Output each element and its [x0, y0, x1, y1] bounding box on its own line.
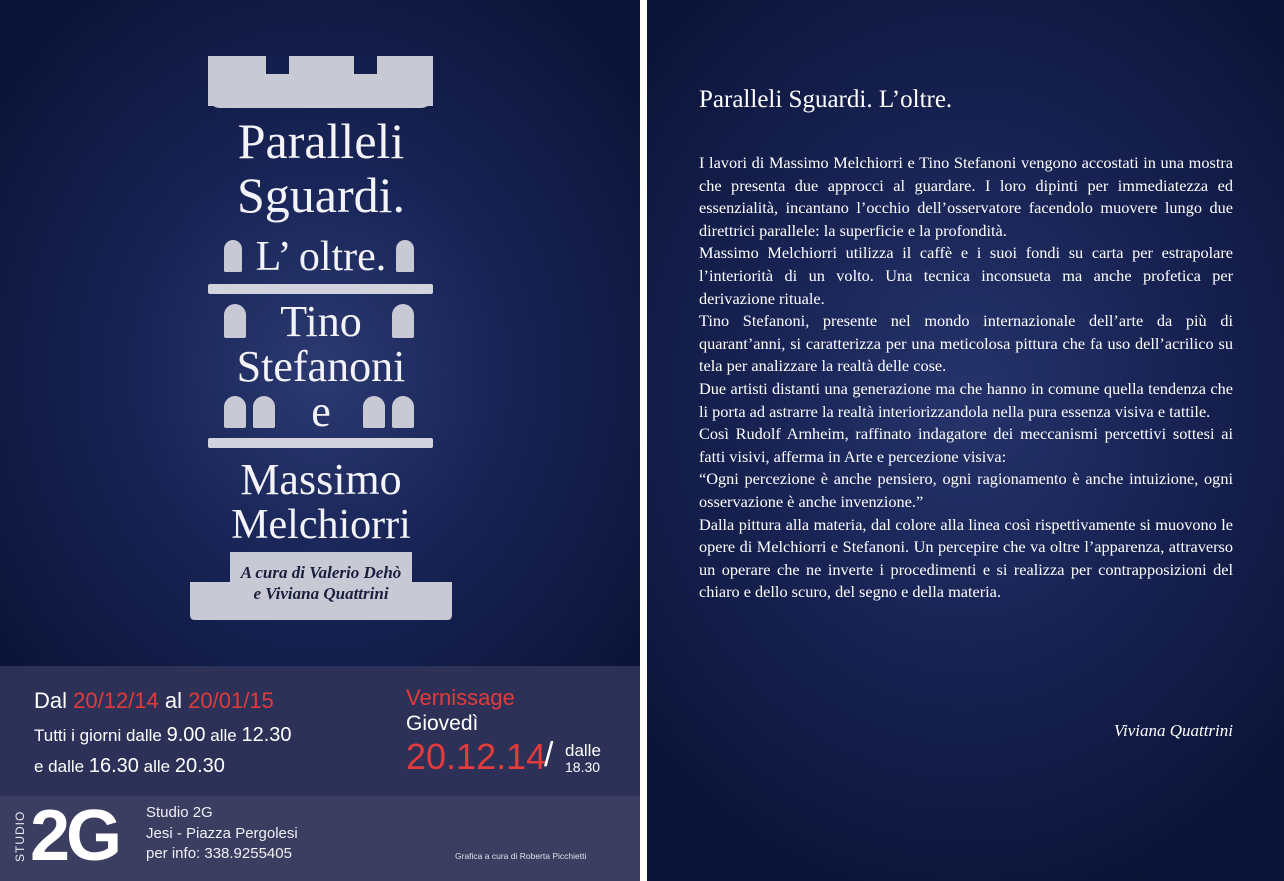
- poster-panel: [0, 0, 640, 881]
- hours-time: 16.30: [88, 755, 139, 777]
- date-to: 20/01/15: [188, 688, 274, 713]
- hours-line-1: [34, 725, 292, 745]
- venue-line-2: Jesi - Piazza Pergolesi: [146, 825, 298, 842]
- battlement-gap: [354, 56, 377, 74]
- title-line-1: Paralleli: [237, 113, 405, 169]
- tower-divider: [208, 438, 433, 448]
- tower-divider: [208, 284, 433, 294]
- curator-line-1: A cura di Valerio Dehò: [240, 563, 402, 582]
- vernissage-day: Giovedì: [406, 712, 479, 735]
- logo-studio-text: STUDIO: [13, 810, 27, 862]
- artist-line-5: Melchiorri: [231, 502, 411, 548]
- vernissage-time: 18.30: [565, 759, 601, 775]
- dates-al: al: [164, 688, 183, 713]
- tower-base: [190, 552, 452, 620]
- info-band: [0, 666, 640, 796]
- artist-line-2: Stefanoni: [236, 342, 406, 391]
- body-paragraph: I lavori di Massimo Melchiorri e Tino Stefanoni vengono accostati in una mostra che presenta due approcci al guardare. I loro dipinti per immediatezza ed essenzialità, incantano l’occhio dell’osservatore facendolo muovere lungo due direttrici parallele: la superficie e la profondità.: [699, 153, 1233, 240]
- body-paragraph: Massimo Melchiorri utilizza il caffè e i suoi fondi su carta per estrapolare l’interiorità di un volto. Una tecnica inconsueta ma anche profetica per derivazione rituale.: [699, 243, 1233, 308]
- title-line-2: Sguardi.: [236, 167, 406, 223]
- graphics-credit: Grafica a cura di Roberta Picchietti: [455, 851, 587, 861]
- title-line-3: L’ oltre.: [255, 234, 387, 280]
- text-panel: [647, 0, 1284, 881]
- curator-line-2: e Viviana Quattrini: [253, 584, 389, 603]
- dates-dal: Dal: [34, 688, 68, 713]
- body-paragraph: “Ogni percezione è anche pensiero, ogni ragionamento è anche intuizione, ogni osservazione è anche invenzione.”: [699, 469, 1233, 511]
- vernissage-label: Vernissage: [406, 685, 515, 710]
- hours-line-2: [34, 756, 225, 776]
- tower-window: [396, 240, 414, 272]
- hours-time: 9.00: [166, 724, 206, 746]
- venue-line-1: Studio 2G: [146, 804, 213, 821]
- artist-line-4: Massimo: [240, 455, 402, 504]
- dates-line: [34, 690, 274, 712]
- hours-time: 20.30: [174, 755, 225, 777]
- body-paragraph: Dalla pittura alla materia, dal colore alla linea così rispettivamente si muovono le opere di Melchiorri e Stefanoni. Un percepire che va oltre l’apparenza, attraverso un operare che ne inverte i procedimenti e si realizza per contrapposizioni del chiaro e dello scuro, del segno e della materia.: [699, 514, 1233, 602]
- signature: Viviana Quattrini: [1113, 721, 1233, 740]
- hours-prefix: e dalle: [34, 757, 85, 776]
- date-from: 20/12/14: [73, 688, 159, 713]
- footer-band: [0, 796, 640, 881]
- vernissage-slash: /: [544, 736, 554, 774]
- body-paragraph: Tino Stefanoni, presente nel mondo internazionale dell’arte da più di quarant’anni, si caratterizza per una meticolosa pittura che fa uso dell’acrilico su tela per analizzare la realtà delle cose.: [699, 311, 1233, 376]
- hours-alle: alle: [143, 757, 171, 776]
- venue-line-3: per info: 338.9255405: [146, 845, 292, 862]
- text-page-title: Paralleli Sguardi. L’oltre.: [699, 86, 953, 113]
- hours-prefix: Tutti i giorni dalle: [34, 726, 162, 745]
- artist-line-3: e: [311, 387, 331, 436]
- body-paragraph: Così Rudolf Arnheim, raffinato indagatore dei meccanismi percettivi sottesi ai fatti visivi, afferma in Arte e percezione visiva:: [699, 424, 1233, 466]
- text-page-body: [699, 152, 1233, 604]
- tower-window: [392, 396, 414, 428]
- logo-2g: 2G: [30, 796, 119, 876]
- tower-window: [392, 304, 414, 338]
- tower-window: [363, 396, 385, 428]
- battlement-gap: [266, 56, 289, 74]
- hours-time: 12.30: [241, 724, 292, 746]
- artist-line-1: Tino: [280, 297, 362, 346]
- vernissage-dalle: dalle: [565, 741, 601, 760]
- hours-alle: alle: [210, 726, 237, 745]
- vernissage-date: 20.12.14: [406, 736, 547, 777]
- battlement-base: [208, 96, 433, 108]
- body-paragraph: Due artisti distanti una generazione ma che hanno in comune quella tendenza che li porta ad astrarre la realtà interiorizzandola nella pura essenza visiva e tattile.: [699, 378, 1233, 421]
